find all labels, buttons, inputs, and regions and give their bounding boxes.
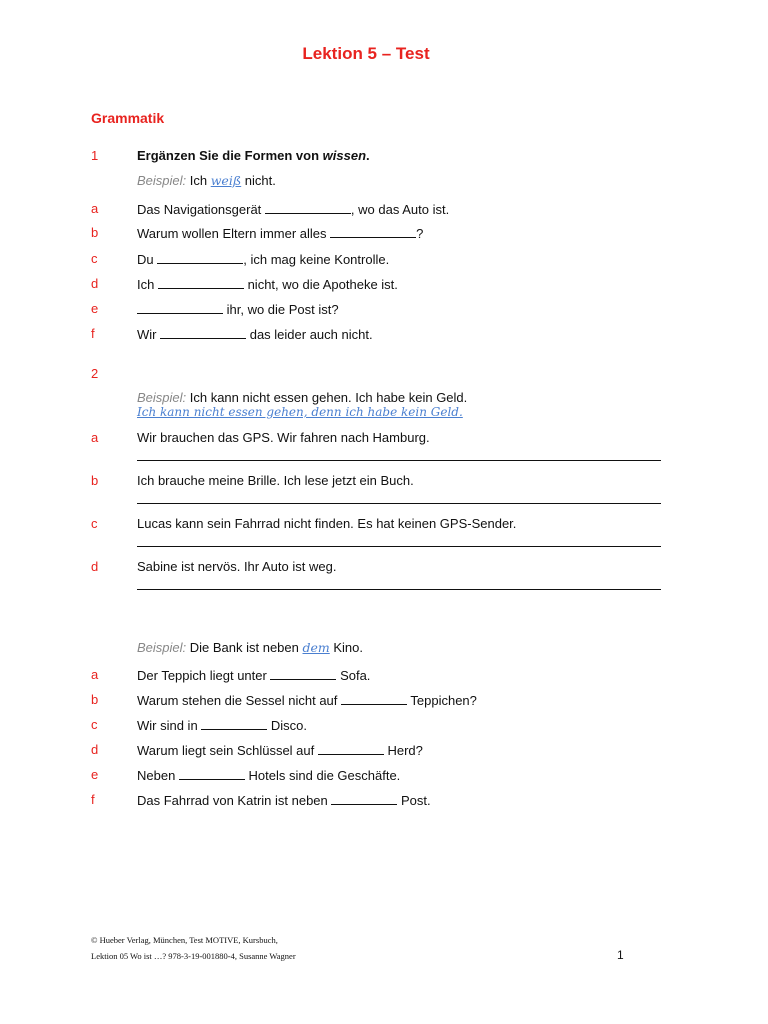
answer-blank[interactable] (270, 667, 336, 680)
item-letter: e (91, 301, 99, 316)
exercise-2-number: 2 (91, 366, 99, 381)
item-letter: c (91, 516, 98, 531)
item-letter: f (91, 326, 95, 341)
item-letter: b (91, 692, 99, 707)
item-text: Warum stehen die Sessel nicht auf (137, 693, 342, 708)
item-text-end: nicht, wo die Apotheke ist. (243, 277, 398, 292)
answer-line[interactable] (137, 503, 661, 504)
item-text: Wir (137, 327, 161, 342)
item-text: Du (137, 252, 158, 267)
answer-blank[interactable] (318, 742, 384, 755)
exercise-1-item (137, 326, 373, 342)
exercise-2-item: Ich brauche meine Brille. Ich lese jetzt ein Buch. (137, 473, 414, 488)
answer-blank[interactable] (330, 225, 416, 238)
exercise-3-item (137, 692, 477, 708)
item-text-end: Herd? (383, 743, 423, 758)
exercise-2-example (137, 390, 467, 405)
answer-blank[interactable] (157, 251, 243, 264)
answer-blank[interactable] (201, 717, 267, 730)
exercise-2-item: Wir brauchen das GPS. Wir fahren nach Hamburg. (137, 430, 430, 445)
answer-blank[interactable] (137, 301, 223, 314)
page-title: Lektion 5 – Test (302, 44, 430, 63)
answer-blank[interactable] (179, 767, 245, 780)
page-number: 1 (617, 948, 624, 962)
item-letter: b (91, 225, 99, 240)
answer-blank[interactable] (265, 201, 351, 214)
footer-reference: Lektion 05 Wo ist …? 978-3-19-001880-4, Susanne Wagner (91, 951, 296, 961)
exercise-3-item (137, 792, 431, 808)
example-text: Ich (189, 173, 211, 188)
exercise-3-item (137, 667, 370, 683)
example-label: Beispiel: (137, 390, 187, 405)
item-text: Der Teppich liegt unter (137, 668, 271, 683)
item-letter: a (91, 430, 99, 445)
exercise-2-example-answer: Ich kann nicht essen gehen, denn ich habe kein Geld. (137, 405, 463, 419)
exercise-3-example (137, 640, 363, 655)
item-text-end: Teppichen? (407, 693, 477, 708)
item-text: Warum wollen Eltern immer alles (137, 226, 331, 241)
item-text: Das Fahrrad von Katrin ist neben (137, 793, 332, 808)
item-letter: e (91, 767, 99, 782)
instruction-text: Ergänzen Sie die Formen von (137, 148, 323, 163)
item-text-end: ihr, wo die Post ist? (223, 302, 339, 317)
item-text: Ich (137, 277, 158, 292)
exercise-1-item (137, 225, 423, 241)
item-letter: d (91, 742, 99, 757)
item-text-end: , wo das Auto ist. (350, 202, 450, 217)
item-text-end: ? (416, 226, 424, 241)
answer-blank[interactable] (158, 276, 244, 289)
exercise-1-number: 1 (91, 148, 99, 163)
answer-blank[interactable] (160, 326, 246, 339)
exercise-2-item: Sabine ist nervös. Ihr Auto ist weg. (137, 559, 337, 574)
exercise-3-item (137, 742, 423, 758)
example-answer: dem (302, 640, 330, 655)
section-heading: Grammatik (91, 110, 165, 126)
exercise-1-item (137, 276, 398, 292)
answer-line[interactable] (137, 589, 661, 590)
item-text: Das Navigationsgerät (137, 202, 265, 217)
answer-line[interactable] (137, 546, 661, 547)
item-text: Wir sind in (137, 718, 202, 733)
example-text-end: nicht. (241, 173, 276, 188)
item-text: Warum liegt sein Schlüssel auf (137, 743, 318, 758)
instruction-end: . (366, 148, 370, 163)
exercise-1-item (137, 201, 449, 217)
item-text-end: Sofa. (336, 668, 371, 683)
example-answer: weiß (210, 173, 242, 188)
item-text-end: Post. (397, 793, 431, 808)
item-letter: a (91, 667, 99, 682)
exercise-1-instruction (137, 148, 370, 163)
item-text-end: Disco. (267, 718, 308, 733)
answer-line[interactable] (137, 460, 661, 461)
example-label: Beispiel: (137, 173, 187, 188)
exercise-1-item (137, 251, 389, 267)
exercise-1-item (137, 301, 339, 317)
item-letter: d (91, 559, 99, 574)
item-letter: d (91, 276, 99, 291)
answer-blank[interactable] (331, 792, 397, 805)
item-text: Neben (137, 768, 179, 783)
item-text-end: , ich mag keine Kontrolle. (243, 252, 390, 267)
example-text: Ich kann nicht essen gehen. Ich habe kein Geld. (186, 390, 468, 405)
answer-blank[interactable] (341, 692, 407, 705)
exercise-2-item: Lucas kann sein Fahrrad nicht finden. Es hat keinen GPS-Sender. (137, 516, 517, 531)
item-letter: c (91, 251, 98, 266)
item-letter: f (91, 792, 95, 807)
example-label: Beispiel: (137, 640, 187, 655)
example-text: Die Bank ist neben (186, 640, 303, 655)
footer-copyright: © Hueber Verlag, München, Test MOTIVE, Kursbuch, (91, 935, 278, 945)
item-text-end: Hotels sind die Geschäfte. (244, 768, 401, 783)
item-text-end: das leider auch nicht. (246, 327, 373, 342)
exercise-3-item (137, 717, 307, 733)
item-letter: c (91, 717, 98, 732)
item-letter: b (91, 473, 99, 488)
example-text-end: Kino. (329, 640, 364, 655)
exercise-1-example (137, 173, 276, 188)
item-letter: a (91, 201, 99, 216)
exercise-3-item (137, 767, 400, 783)
instruction-keyword: wissen (322, 148, 367, 163)
